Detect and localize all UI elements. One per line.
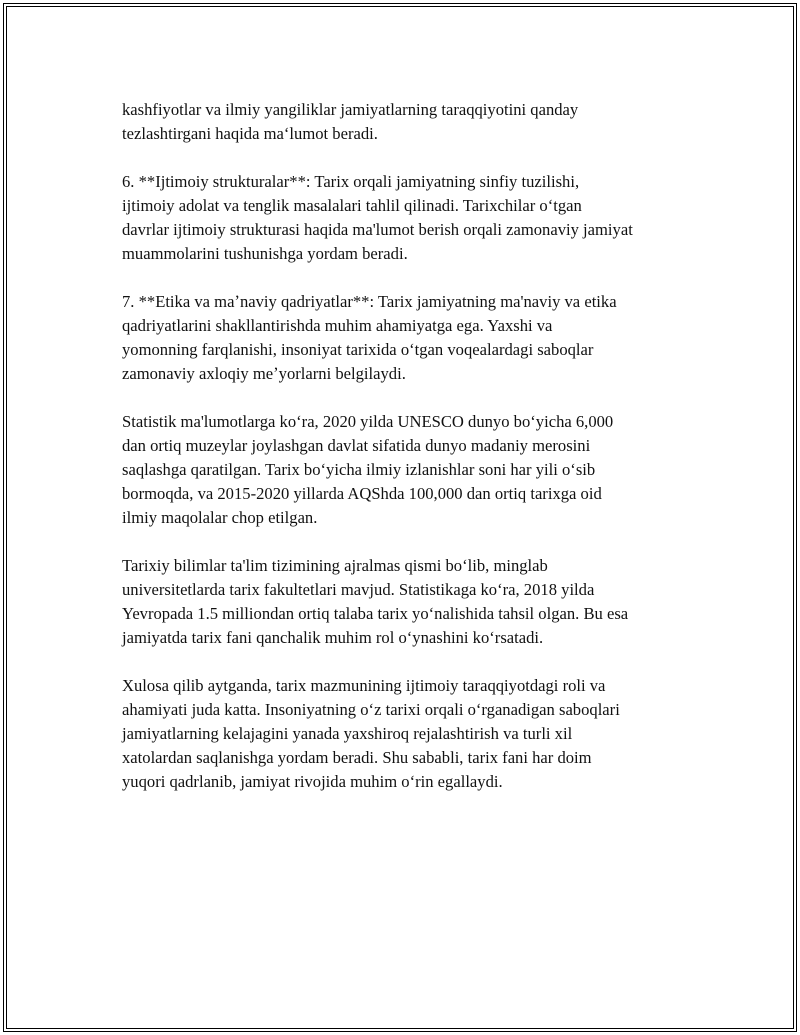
text-line: xatolardan saqlanishga yordam beradi. Shu sababli, tarix fani har doim xyxy=(122,748,592,767)
text-line: dan ortiq muzeylar joylashgan davlat sifatida dunyo madaniy merosini xyxy=(122,436,591,455)
paragraph-5 xyxy=(122,554,712,650)
paragraph-3 xyxy=(122,290,712,386)
document-body xyxy=(122,98,712,794)
text-line: kashfiyotlar va ilmiy yangiliklar jamiyatlarning taraqqiyotini qanday xyxy=(122,100,579,119)
paragraph-6 xyxy=(122,674,712,794)
text-line: jamiyatlarning kelajagini yanada yaxshiroq rejalashtirish va turli xil xyxy=(122,724,573,743)
text-line: Xulosa qilib aytganda, tarix mazmunining ijtimoiy taraqqiyotdagi roli va xyxy=(122,676,606,695)
page-frame xyxy=(3,3,797,1032)
text-line: yomonning farqlanishi, insoniyat tarixida oʻtgan voqealardagi saboqlar xyxy=(122,340,594,359)
text-line: muammolarini tushunishga yordam beradi. xyxy=(122,244,408,263)
paragraph-4 xyxy=(122,410,712,530)
text-line: 6. **Ijtimoiy strukturalar**: Tarix orqali jamiyatning sinfiy tuzilishi, xyxy=(122,172,580,191)
paragraph-1 xyxy=(122,98,712,146)
text-line: zamonaviy axloqiy meʼyorlarni belgilaydi. xyxy=(122,364,406,383)
text-line: saqlashga qaratilgan. Tarix boʻyicha ilmiy izlanishlar soni har yili oʻsib xyxy=(122,460,596,479)
text-line: davrlar ijtimoiy strukturasi haqida ma'lumot berish orqali zamonaviy jamiyat xyxy=(122,220,633,239)
text-line: ijtimoiy adolat va tenglik masalalari tahlil qilinadi. Tarixchilar oʻtgan xyxy=(122,196,582,215)
text-line: bormoqda, va 2015-2020 yillarda AQShda 100,000 dan ortiq tarixga oid xyxy=(122,484,602,503)
text-line: Statistik ma'lumotlarga koʻra, 2020 yilda UNESCO dunyo boʻyicha 6,000 xyxy=(122,412,614,431)
text-line: ilmiy maqolalar chop etilgan. xyxy=(122,508,318,527)
text-line: universitetlarda tarix fakultetlari mavjud. Statistikaga koʻra, 2018 yilda xyxy=(122,580,595,599)
text-line: yuqori qadrlanib, jamiyat rivojida muhim oʻrin egallaydi. xyxy=(122,772,503,791)
text-line: Yevropada 1.5 milliondan ortiq talaba tarix yoʻnalishida tahsil olgan. Bu esa xyxy=(122,604,629,623)
text-line: tezlashtirgani haqida maʻlumot beradi. xyxy=(122,124,378,143)
paragraph-2 xyxy=(122,170,712,266)
text-line: qadriyatlarini shakllantirishda muhim ahamiyatga ega. Yaxshi va xyxy=(122,316,553,335)
text-line: Tarixiy bilimlar ta'lim tizimining ajralmas qismi boʻlib, minglab xyxy=(122,556,548,575)
text-line: jamiyatda tarix fani qanchalik muhim rol oʻynashini koʻrsatadi. xyxy=(122,628,544,647)
text-line: 7. **Etika va maʼnaviy qadriyatlar**: Tarix jamiyatning ma'naviy va etika xyxy=(122,292,617,311)
text-line: ahamiyati juda katta. Insoniyatning oʻz tarixi orqali oʻrganadigan saboqlari xyxy=(122,700,620,719)
